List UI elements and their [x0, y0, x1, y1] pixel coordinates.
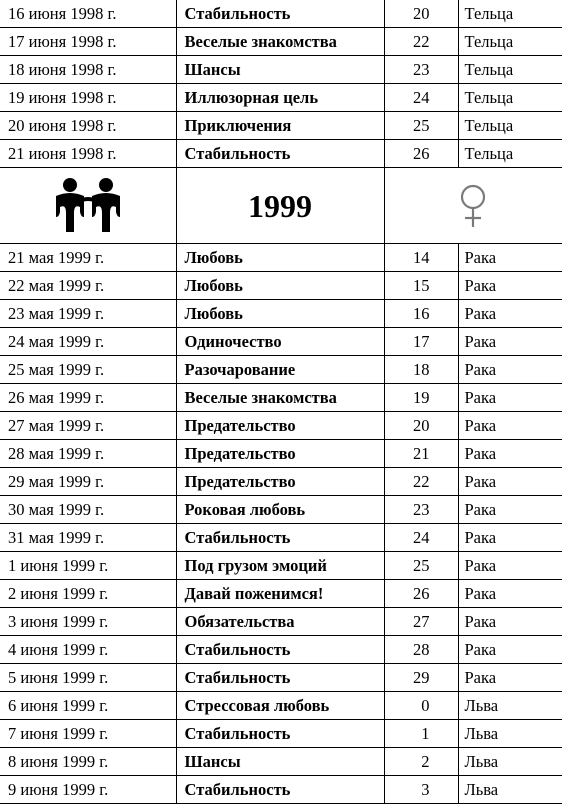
date-cell: 3 июня 1999 г. — [0, 608, 176, 636]
date-cell: 21 июня 1998 г. — [0, 140, 176, 168]
sign-cell: Рака — [458, 384, 562, 412]
sign-cell: Рака — [458, 580, 562, 608]
theme-cell: Шансы — [176, 748, 384, 776]
date-cell: 31 мая 1999 г. — [0, 524, 176, 552]
day-number-cell: 23 — [384, 496, 458, 524]
day-number-cell: 29 — [384, 664, 458, 692]
theme-cell: Иллюзорная цель — [176, 84, 384, 112]
theme-cell: Стабильность — [176, 636, 384, 664]
theme-cell: Стабильность — [176, 524, 384, 552]
day-number-cell: 25 — [384, 112, 458, 140]
day-number-cell: 1 — [384, 720, 458, 748]
sign-cell: Рака — [458, 496, 562, 524]
year-label: 1999 — [248, 188, 312, 225]
date-cell: 18 июня 1998 г. — [0, 56, 176, 84]
year-cell — [176, 168, 384, 244]
table-row — [0, 384, 562, 412]
theme-cell: Любовь — [176, 300, 384, 328]
day-number-cell: 2 — [384, 748, 458, 776]
day-number-cell: 24 — [384, 84, 458, 112]
table-row — [0, 412, 562, 440]
day-number-cell: 19 — [384, 384, 458, 412]
sign-cell: Тельца — [458, 112, 562, 140]
table-row — [0, 608, 562, 636]
sign-cell: Рака — [458, 328, 562, 356]
venus-symbol-icon — [458, 183, 488, 229]
day-number-cell: 23 — [384, 56, 458, 84]
date-cell: 25 мая 1999 г. — [0, 356, 176, 384]
table-row — [0, 272, 562, 300]
sign-cell: Рака — [458, 552, 562, 580]
table-row — [0, 28, 562, 56]
table-row — [0, 468, 562, 496]
date-cell: 5 июня 1999 г. — [0, 664, 176, 692]
sign-cell: Рака — [458, 300, 562, 328]
day-number-cell: 18 — [384, 356, 458, 384]
day-number-cell: 25 — [384, 552, 458, 580]
date-cell: 17 июня 1998 г. — [0, 28, 176, 56]
theme-cell: Приключения — [176, 112, 384, 140]
sign-cell: Рака — [458, 440, 562, 468]
theme-cell: Стабильность — [176, 664, 384, 692]
table-row — [0, 664, 562, 692]
theme-cell: Давай поженимся! — [176, 580, 384, 608]
table-row — [0, 244, 562, 272]
table-row — [0, 0, 562, 28]
date-cell: 26 мая 1999 г. — [0, 384, 176, 412]
sign-cell: Рака — [458, 636, 562, 664]
table-section-1999 — [0, 244, 562, 804]
theme-cell: Роковая любовь — [176, 496, 384, 524]
date-cell: 23 мая 1999 г. — [0, 300, 176, 328]
date-cell: 22 мая 1999 г. — [0, 272, 176, 300]
theme-cell: Предательство — [176, 440, 384, 468]
sign-cell: Льва — [458, 692, 562, 720]
day-number-cell: 21 — [384, 440, 458, 468]
day-number-cell: 24 — [384, 524, 458, 552]
date-cell: 27 мая 1999 г. — [0, 412, 176, 440]
theme-cell: Одиночество — [176, 328, 384, 356]
table-row — [0, 524, 562, 552]
table-row — [0, 140, 562, 168]
theme-cell: Стабильность — [176, 720, 384, 748]
year-header-section — [0, 168, 562, 244]
table-row — [0, 692, 562, 720]
sign-cell: Рака — [458, 272, 562, 300]
sign-cell: Тельца — [458, 28, 562, 56]
year-header-row — [0, 168, 562, 244]
table-row — [0, 440, 562, 468]
sign-cell: Рака — [458, 524, 562, 552]
date-cell: 30 мая 1999 г. — [0, 496, 176, 524]
sign-cell: Рака — [458, 608, 562, 636]
theme-cell: Любовь — [176, 272, 384, 300]
theme-cell: Предательство — [176, 412, 384, 440]
gemini-twins-icon — [51, 177, 125, 235]
venus-symbol-cell — [384, 168, 562, 244]
date-cell: 20 июня 1998 г. — [0, 112, 176, 140]
theme-cell: Предательство — [176, 468, 384, 496]
day-number-cell: 27 — [384, 608, 458, 636]
table-row — [0, 552, 562, 580]
theme-cell: Шансы — [176, 56, 384, 84]
sign-cell: Рака — [458, 356, 562, 384]
theme-cell: Веселые знакомства — [176, 384, 384, 412]
day-number-cell: 26 — [384, 580, 458, 608]
theme-cell: Обязательства — [176, 608, 384, 636]
sign-cell: Тельца — [458, 56, 562, 84]
table-row — [0, 112, 562, 140]
theme-cell: Под грузом эмоций — [176, 552, 384, 580]
theme-cell: Веселые знакомства — [176, 28, 384, 56]
table-row — [0, 328, 562, 356]
date-cell: 8 июня 1999 г. — [0, 748, 176, 776]
gemini-twins-cell — [0, 168, 176, 244]
theme-cell: Стабильность — [176, 0, 384, 28]
date-cell: 4 июня 1999 г. — [0, 636, 176, 664]
day-number-cell: 22 — [384, 468, 458, 496]
table-row — [0, 580, 562, 608]
sign-cell: Рака — [458, 412, 562, 440]
theme-cell: Стабильность — [176, 776, 384, 804]
date-cell: 24 мая 1999 г. — [0, 328, 176, 356]
day-number-cell: 28 — [384, 636, 458, 664]
theme-cell: Разочарование — [176, 356, 384, 384]
table-row — [0, 636, 562, 664]
table-row — [0, 496, 562, 524]
table-row — [0, 300, 562, 328]
sign-cell: Тельца — [458, 0, 562, 28]
day-number-cell: 26 — [384, 140, 458, 168]
day-number-cell: 17 — [384, 328, 458, 356]
sign-cell: Рака — [458, 468, 562, 496]
day-number-cell: 14 — [384, 244, 458, 272]
theme-cell: Любовь — [176, 244, 384, 272]
date-cell: 6 июня 1999 г. — [0, 692, 176, 720]
table-row — [0, 56, 562, 84]
day-number-cell: 20 — [384, 412, 458, 440]
table-row — [0, 776, 562, 804]
day-number-cell: 0 — [384, 692, 458, 720]
sign-cell: Льва — [458, 776, 562, 804]
date-cell: 28 мая 1999 г. — [0, 440, 176, 468]
date-cell: 19 июня 1998 г. — [0, 84, 176, 112]
sign-cell: Льва — [458, 748, 562, 776]
sign-cell: Рака — [458, 664, 562, 692]
sign-cell: Рака — [458, 244, 562, 272]
date-cell: 21 мая 1999 г. — [0, 244, 176, 272]
sign-cell: Тельца — [458, 84, 562, 112]
theme-cell: Стабильность — [176, 140, 384, 168]
date-cell: 29 мая 1999 г. — [0, 468, 176, 496]
day-number-cell: 16 — [384, 300, 458, 328]
theme-cell: Стрессовая любовь — [176, 692, 384, 720]
day-number-cell: 22 — [384, 28, 458, 56]
date-cell: 1 июня 1999 г. — [0, 552, 176, 580]
table-row — [0, 84, 562, 112]
day-number-cell: 20 — [384, 0, 458, 28]
date-cell: 16 июня 1998 г. — [0, 0, 176, 28]
date-cell: 9 июня 1999 г. — [0, 776, 176, 804]
table-row — [0, 748, 562, 776]
table-row — [0, 720, 562, 748]
table-section-1998 — [0, 0, 562, 168]
date-cell: 2 июня 1999 г. — [0, 580, 176, 608]
table-row — [0, 356, 562, 384]
sign-cell: Льва — [458, 720, 562, 748]
sign-cell: Тельца — [458, 140, 562, 168]
day-number-cell: 3 — [384, 776, 458, 804]
date-cell: 7 июня 1999 г. — [0, 720, 176, 748]
day-number-cell: 15 — [384, 272, 458, 300]
